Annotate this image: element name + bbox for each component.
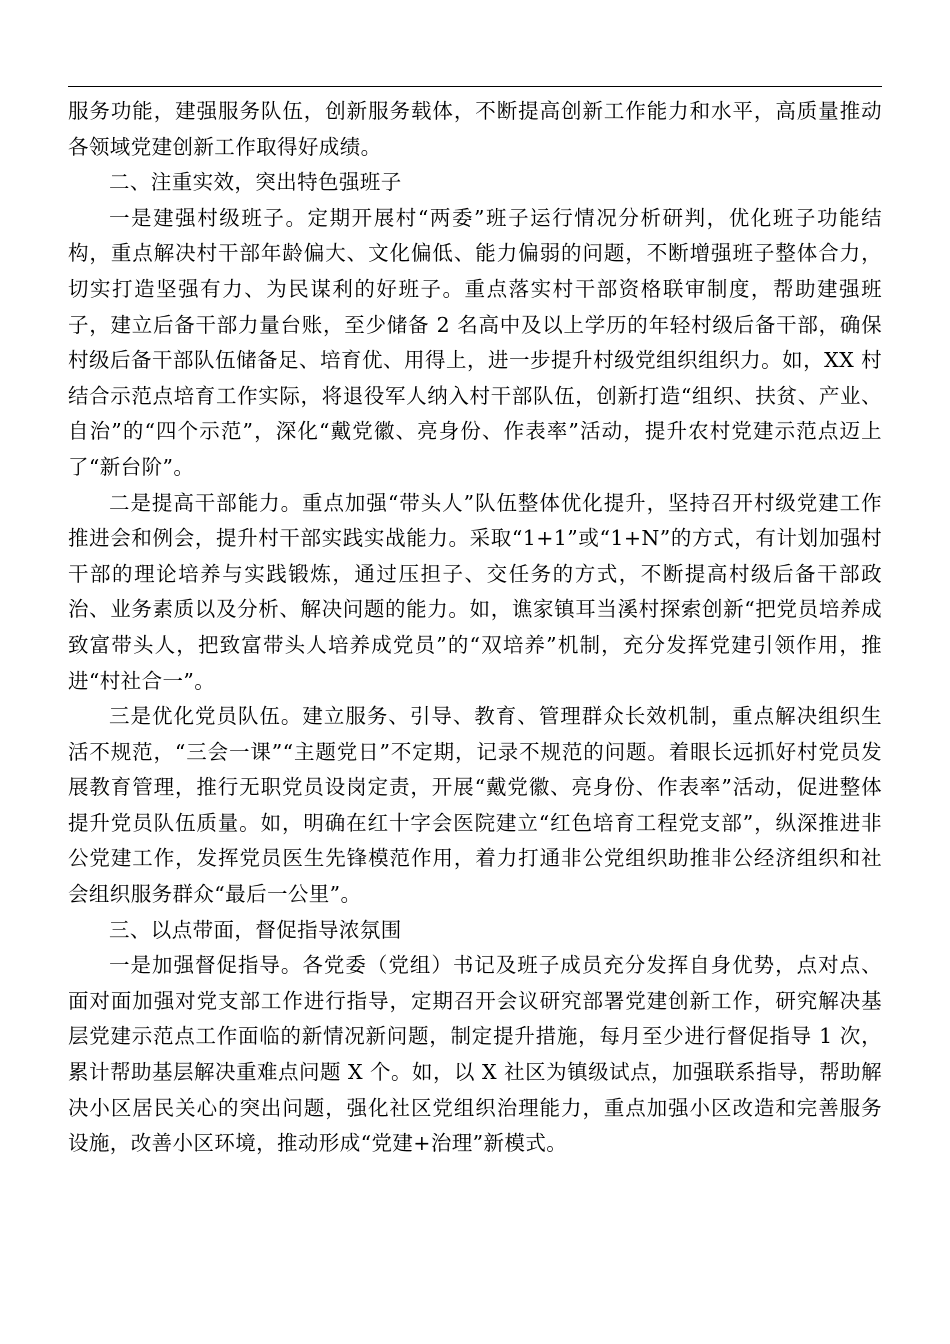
- document-body: [68, 94, 882, 1162]
- body-paragraph: 一是加强督促指导。各党委（党组）书记及班子成员充分发挥自身优势，点对点、面对面加强对党支部工作进行指导，定期召开会议研究部署党建创新工作，研究解决基层党建示范点工作面临的新情况新问题，制定提升措施，每月至少进行督促指导 1 次，累计帮助基层解决重难点问题 X 个。如，以 X 社区为镇级试点，加强联系指导，帮助解决小区居民关心的突出问题，强化社区党组织治理能力，重点加强小区改造和完善服务设施，改善小区环境，推动形成“党建+治理”新模式。: [68, 953, 882, 1156]
- body-paragraph: 三是优化党员队伍。建立服务、引导、教育、管理群众长效机制，重点解决组织生活不规范，“三会一课”“主题党日”不定期，记录不规范的问题。着眼长远抓好村党员发展教育管理，推行无职党员设岗定责，开展“戴党徽、亮身份、作表率”活动，促进整体提升党员队伍质量。如，明确在红十字会医院建立“红色培育工程党支部”，纵深推进非公党建工作，发挥党员医生先锋模范作用，着力打通非公党组织助推非公经济组织和社会组织服务群众“最后一公里”。: [68, 704, 882, 907]
- body-paragraph: 二是提高干部能力。重点加强“带头人”队伍整体优化提升，坚持召开村级党建工作推进会和例会，提升村干部实践实战能力。采取“1+1”或“1+N”的方式，有计划加强村干部的理论培养与实践锻炼，通过压担子、交任务的方式，不断提高村级后备干部政治、业务素质以及分析、解决问题的能力。如，谯家镇耳当溪村探索创新“把党员培养成致富带头人，把致富带头人培养成党员”的“双培养”机制，充分发挥党建引领作用，推进“村社合一”。: [68, 490, 882, 693]
- body-paragraph: 一是建强村级班子。定期开展村“两委”班子运行情况分析研判，优化班子功能结构，重点解决村干部年龄偏大、文化偏低、能力偏弱的问题，不断增强班子整体合力，切实打造坚强有力、为民谋利的好班子。重点落实村干部资格联审制度，帮助建强班子，建立后备干部力量台账，至少储备 2 名高中及以上学历的年轻村级后备干部，确保村级后备干部队伍储备足、培育优、用得上，进一步提升村级党组织组织力。如，XX 村结合示范点培育工作实际，将退役军人纳入村干部队伍，创新打造“组织、扶贫、产业、自治”的“四个示范”，深化“戴党徽、亮身份、作表率”活动，提升农村党建示范点迈上了“新台阶”。: [68, 205, 882, 479]
- section-heading: 三、以点带面，督促指导浓氛围: [109, 917, 402, 942]
- section-heading: 二、注重实效，突出特色强班子: [109, 170, 402, 195]
- header-rule: [68, 86, 882, 87]
- body-paragraph: 服务功能，建强服务队伍，创新服务载体，不断提高创新工作能力和水平，高质量推动各领域党建创新工作取得好成绩。: [68, 99, 882, 159]
